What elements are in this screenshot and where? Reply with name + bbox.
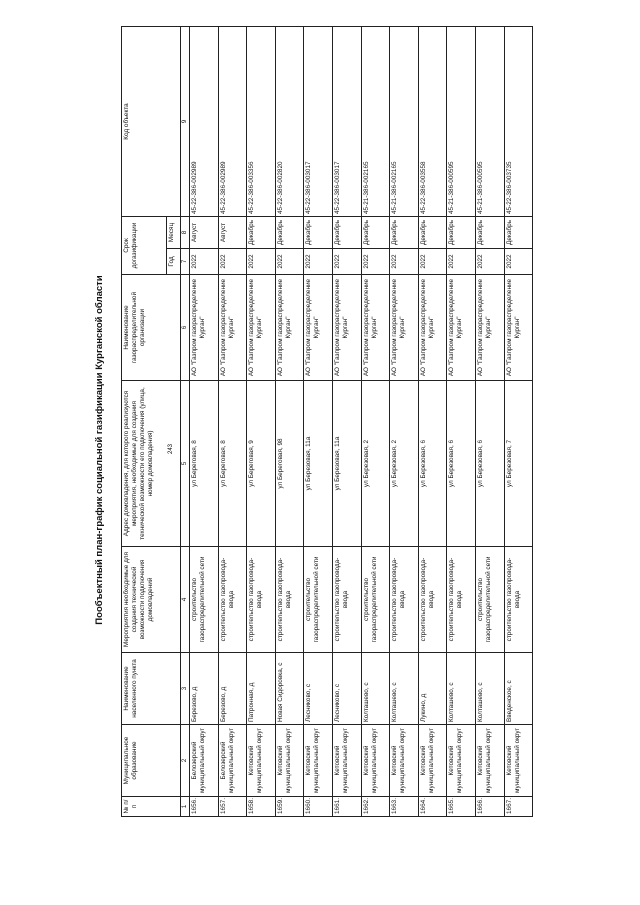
cell-measures: строительство газопровода-ввода <box>390 547 419 653</box>
cell-measures: строительство газопровода-ввода <box>332 547 361 653</box>
cell-municipality: Кетовский муниципальный округ <box>304 725 333 797</box>
cell-year: 2022 <box>504 249 533 275</box>
cell-year: 2022 <box>390 249 419 275</box>
cell-address: ул Березовая, 11а <box>304 381 333 547</box>
cell-year: 2022 <box>475 249 504 275</box>
table-row <box>418 27 447 817</box>
cell-organization: АО "Газпром газораспределение Курган" <box>418 275 447 381</box>
table-row <box>361 27 390 817</box>
table-row <box>304 27 333 817</box>
table-row <box>332 27 361 817</box>
cell-settlement: Лукино, д <box>418 653 447 725</box>
cell-year: 2022 <box>418 249 447 275</box>
cell-municipality: Белозерский муниципальный округ <box>190 725 219 797</box>
cell-municipality: Кетовский муниципальный округ <box>275 725 304 797</box>
cell-num: 1666. <box>475 797 504 817</box>
column-number: 2 <box>181 725 190 797</box>
column-number: 5 <box>181 381 190 547</box>
column-number: 4 <box>181 547 190 653</box>
cell-municipality: Кетовский муниципальный округ <box>504 725 533 797</box>
cell-num: 1657. <box>218 797 247 817</box>
header-row <box>122 27 167 817</box>
cell-address: ул Береговая, 8 <box>190 381 219 547</box>
cell-address: ул Березовая, 6 <box>418 381 447 547</box>
header-code: Код объекта <box>122 27 181 217</box>
table-row <box>475 27 504 817</box>
cell-organization: АО "Газпром газораспределение Курган" <box>361 275 390 381</box>
cell-address: ул Береговая, 8 <box>218 381 247 547</box>
column-number: 3 <box>181 653 190 725</box>
cell-address: ул Береговая, 98 <box>275 381 304 547</box>
cell-municipality: Кетовский муниципальный округ <box>332 725 361 797</box>
cell-organization: АО "Газпром газораспределение Курган" <box>332 275 361 381</box>
cell-organization: АО "Газпром газораспределение Курган" <box>247 275 276 381</box>
column-number: 1 <box>181 797 190 817</box>
cell-code: 45-22-386-003017 <box>304 27 333 217</box>
cell-municipality: Белозерский муниципальный округ <box>218 725 247 797</box>
cell-code: 45-22-386-002989 <box>218 27 247 217</box>
cell-month: Декабрь <box>447 217 476 249</box>
cell-code: 45-22-386-002820 <box>275 27 304 217</box>
cell-num: 1658. <box>247 797 276 817</box>
cell-num: 1660. <box>304 797 333 817</box>
cell-settlement: Новая Сидоровка, с <box>275 653 304 725</box>
cell-code: 45-22-386-002989 <box>190 27 219 217</box>
header-month: Месяц <box>167 217 181 249</box>
cell-measures: строительство газопровода-ввода <box>218 547 247 653</box>
document-title: Пообъектный план-график социальной газификации Курганской области <box>94 275 105 625</box>
cell-organization: АО "Газпром газораспределение Курган" <box>275 275 304 381</box>
cell-settlement: Введенское, с <box>504 653 533 725</box>
cell-organization: АО "Газпром газораспределение Курган" <box>390 275 419 381</box>
cell-organization: АО "Газпром газораспределение Курган" <box>304 275 333 381</box>
cell-code: 45-22-386-003356 <box>247 27 276 217</box>
cell-municipality: Кетовский муниципальный округ <box>361 725 390 797</box>
header-deadline: Срок догазификации <box>122 217 167 275</box>
column-number: 7 <box>181 249 190 275</box>
cell-month: Декабрь <box>418 217 447 249</box>
cell-municipality: Кетовский муниципальный округ <box>390 725 419 797</box>
cell-month: Декабрь <box>361 217 390 249</box>
header-municipality: Муниципальное образование <box>122 725 181 797</box>
cell-num: 1659. <box>275 797 304 817</box>
cell-measures: строительство газораспределительной сети <box>190 547 219 653</box>
cell-measures: строительство газопровода-ввода <box>275 547 304 653</box>
cell-address: ул Береговая, 9 <box>247 381 276 547</box>
cell-municipality: Кетовский муниципальный округ <box>447 725 476 797</box>
gasification-table <box>121 26 533 817</box>
cell-code: 45-22-386-003558 <box>418 27 447 217</box>
cell-month: Август <box>190 217 219 249</box>
cell-year: 2022 <box>332 249 361 275</box>
cell-code: 45-21-386-000595 <box>475 27 504 217</box>
cell-month: Декабрь <box>504 217 533 249</box>
column-number: 6 <box>181 275 190 381</box>
cell-month: Декабрь <box>304 217 333 249</box>
cell-organization: АО "Газпром газораспределение Курган" <box>504 275 533 381</box>
cell-num: 1664. <box>418 797 447 817</box>
cell-month: Декабрь <box>475 217 504 249</box>
cell-year: 2022 <box>247 249 276 275</box>
cell-num: 1656. <box>190 797 219 817</box>
column-number: 9 <box>181 27 190 217</box>
cell-settlement: Колташево, с <box>475 653 504 725</box>
cell-year: 2022 <box>304 249 333 275</box>
cell-month: Декабрь <box>390 217 419 249</box>
cell-num: 1663. <box>390 797 419 817</box>
cell-address: ул Березовая, 6 <box>447 381 476 547</box>
table-row <box>190 27 219 817</box>
cell-settlement: Лесниково, с <box>304 653 333 725</box>
cell-month: Декабрь <box>332 217 361 249</box>
cell-address: ул Березовая, 11а <box>332 381 361 547</box>
cell-measures: строительство газораспределительной сети <box>361 547 390 653</box>
header-measures: Мероприятия необходимые для создания технической возможности подключения домовладений <box>122 547 181 653</box>
table-row <box>218 27 247 817</box>
cell-address: ул Березовая, 7 <box>504 381 533 547</box>
cell-measures: строительство газопровода-ввода <box>247 547 276 653</box>
header-address: Адрес домовладения, для которого реализуются мероприятия, необходимые для создания технической возможности его подключения (улица, номер домовладения) <box>122 381 181 547</box>
header-num: № п/п <box>122 797 181 817</box>
table-row <box>390 27 419 817</box>
cell-num: 1662. <box>361 797 390 817</box>
cell-measures: строительство газопровода-ввода <box>504 547 533 653</box>
table-row <box>447 27 476 817</box>
cell-address: ул Березовая, 6 <box>475 381 504 547</box>
cell-year: 2022 <box>190 249 219 275</box>
cell-organization: АО "Газпром газораспределение Курган" <box>447 275 476 381</box>
cell-code: 45-21-386-000595 <box>447 27 476 217</box>
cell-code: 45-21-386-002165 <box>390 27 419 217</box>
cell-month: Декабрь <box>275 217 304 249</box>
cell-settlement: Колташево, с <box>390 653 419 725</box>
cell-month: Август <box>218 217 247 249</box>
cell-code: 45-22-386-003017 <box>332 27 361 217</box>
cell-municipality: Кетовский муниципальный округ <box>418 725 447 797</box>
cell-num: 1665. <box>447 797 476 817</box>
cell-code: 45-22-386-003735 <box>504 27 533 217</box>
cell-settlement: Патронная, д <box>247 653 276 725</box>
cell-month: Декабрь <box>247 217 276 249</box>
cell-settlement: Лесниково, с <box>332 653 361 725</box>
cell-code: 45-21-386-002165 <box>361 27 390 217</box>
table-row <box>247 27 276 817</box>
cell-organization: АО "Газпром газораспределение Курган" <box>190 275 219 381</box>
cell-municipality: Кетовский муниципальный округ <box>475 725 504 797</box>
cell-measures: строительство газопровода-ввода <box>418 547 447 653</box>
cell-address: ул Березовая, 2 <box>390 381 419 547</box>
cell-organization: АО "Газпром газораспределение Курган" <box>218 275 247 381</box>
column-number: 8 <box>181 217 190 249</box>
cell-measures: строительство газораспределительной сети <box>304 547 333 653</box>
cell-measures: строительство газопровода-ввода <box>447 547 476 653</box>
cell-measures: строительство газораспределительной сети <box>475 547 504 653</box>
cell-settlement: Березово, д <box>218 653 247 725</box>
header-organization: Наименование газораспределительной организации <box>122 275 181 381</box>
cell-settlement: Колташево, с <box>447 653 476 725</box>
cell-address: ул Березовая, 2 <box>361 381 390 547</box>
header-settlement: Наименование населенного пункта <box>122 653 181 725</box>
cell-year: 2022 <box>447 249 476 275</box>
cell-municipality: Кетовский муниципальный округ <box>247 725 276 797</box>
header-year: Год <box>167 249 181 275</box>
cell-year: 2022 <box>218 249 247 275</box>
page-number: 243 <box>168 444 174 455</box>
cell-settlement: Колташево, с <box>361 653 390 725</box>
cell-num: 1661. <box>332 797 361 817</box>
table-row <box>275 27 304 817</box>
table-row <box>504 27 533 817</box>
column-numbers-row <box>181 27 190 817</box>
cell-year: 2022 <box>275 249 304 275</box>
cell-num: 1667. <box>504 797 533 817</box>
cell-settlement: Березово, д <box>190 653 219 725</box>
cell-organization: АО "Газпром газораспределение Курган" <box>475 275 504 381</box>
table-body <box>190 27 533 817</box>
cell-year: 2022 <box>361 249 390 275</box>
